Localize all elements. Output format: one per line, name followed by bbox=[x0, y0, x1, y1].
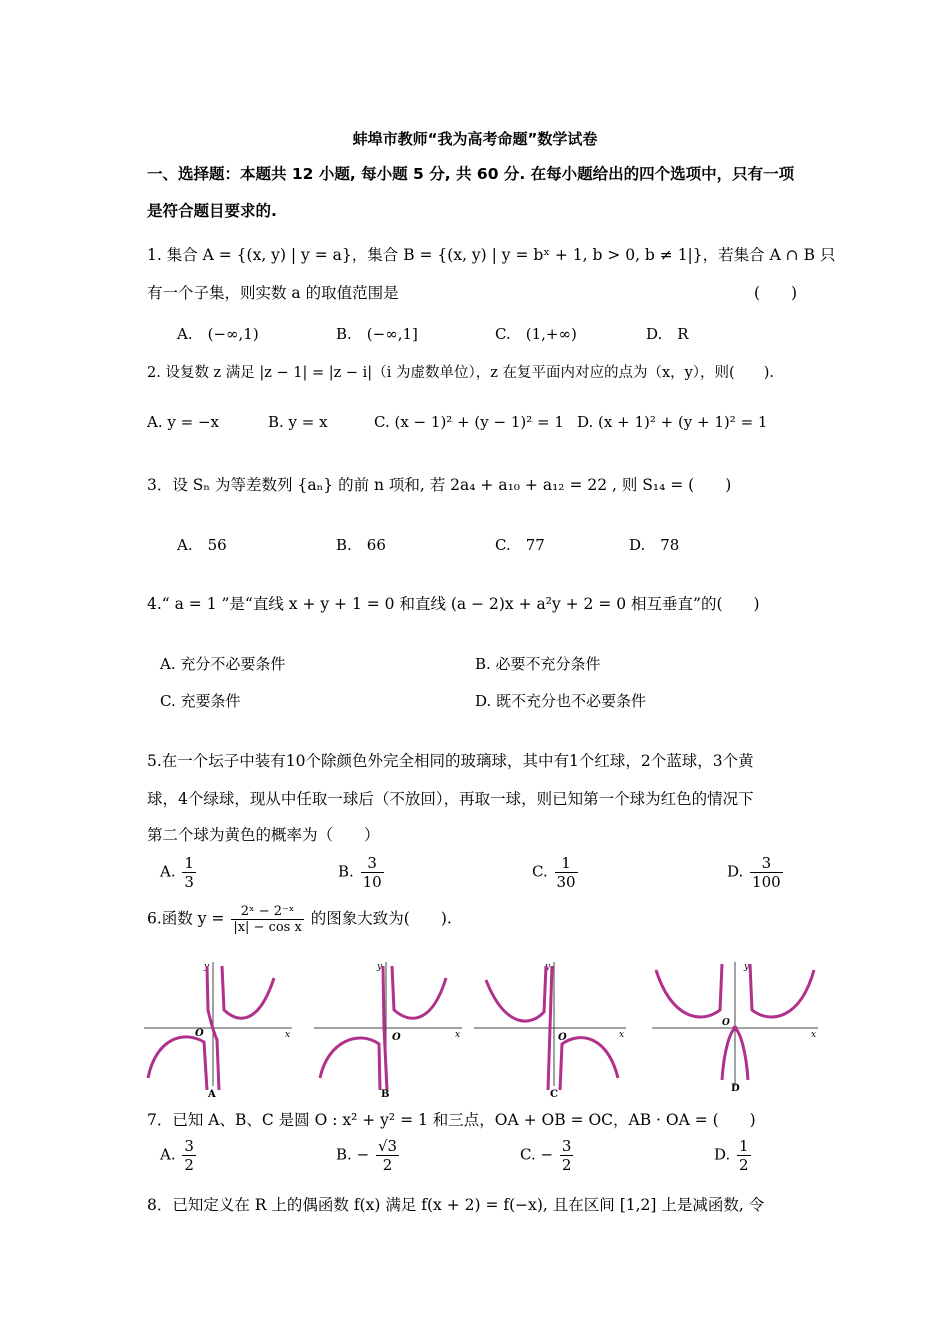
curve-right bbox=[222, 966, 274, 1018]
q5-stem-line1: 5.在一个坛子中装有10个除颜色外完全相同的玻璃球，其中有1个红球，2个蓝球，3个黄 bbox=[147, 752, 754, 770]
q6-stem bbox=[147, 904, 452, 935]
q5-option-b-numerator: 3 bbox=[367, 854, 377, 872]
q6-graph-c bbox=[474, 958, 634, 1098]
q7-option-a-denominator: 2 bbox=[184, 1156, 194, 1174]
q1-option-a: A. (−∞,1) bbox=[177, 325, 259, 343]
q7-option-b-denominator: 2 bbox=[376, 1155, 399, 1174]
q5-option-c-label: C. bbox=[532, 862, 548, 881]
q4-option-b: B. 必要不充分条件 bbox=[475, 655, 601, 673]
y-axis-label: y bbox=[377, 962, 383, 972]
origin-label: O bbox=[392, 1032, 401, 1043]
x-axis-label: x bbox=[811, 1030, 817, 1040]
q7-option-c-numerator: 3 bbox=[561, 1137, 572, 1155]
q5-option-c-fraction bbox=[555, 854, 578, 891]
q6-stem-suffix: 的图象大致为( ). bbox=[310, 909, 452, 928]
q4-stem: 4.“ a = 1 ”是“直线 x + y + 1 = 0 和直线 (a − 2)x + a²y + 2 = 0 相互垂直”的( ) bbox=[147, 595, 760, 613]
q5-option-c-denominator: 30 bbox=[556, 873, 576, 891]
q5-option-b bbox=[338, 854, 386, 891]
graph-label-b: B bbox=[381, 1089, 390, 1098]
origin-label: O bbox=[722, 1018, 730, 1028]
q5-option-a-denominator: 3 bbox=[184, 873, 194, 891]
curve-left bbox=[148, 1037, 207, 1090]
q7-option-b-sign: − bbox=[356, 1145, 370, 1164]
q7-option-c bbox=[520, 1137, 575, 1174]
q7-option-c-fraction bbox=[560, 1137, 574, 1174]
q2-stem: 2. 设复数 z 满足 |z − 1| = |z − i|（i 为虚数单位），z 在复平面内对应的点为（x，y），则( ). bbox=[147, 365, 774, 381]
q6-graph-d bbox=[652, 958, 824, 1098]
x-axis-label: x bbox=[619, 1030, 625, 1040]
q1-option-d: D. R bbox=[646, 325, 689, 343]
q5-option-a-numerator: 1 bbox=[184, 854, 194, 872]
q1-answer-paren: ( ) bbox=[754, 284, 798, 302]
q5-option-b-fraction bbox=[361, 854, 384, 891]
q5-option-d bbox=[727, 854, 785, 891]
q2-option-b: B. y = x bbox=[268, 413, 328, 431]
origin-point bbox=[733, 1026, 738, 1031]
curve-left bbox=[320, 1038, 380, 1090]
q7-option-b-label: B. bbox=[336, 1145, 352, 1164]
graph-label-d: D bbox=[731, 1083, 740, 1094]
q5-option-d-numerator: 3 bbox=[761, 854, 772, 872]
section-heading-line1: 一、选择题：本题共 12 小题, 每小题 5 分, 共 60 分. 在每小题给出的四个选项中，只有一项 bbox=[147, 165, 795, 183]
q5-option-d-label: D. bbox=[727, 862, 744, 881]
q5-option-b-label: B. bbox=[338, 862, 354, 881]
graph-label-a: A bbox=[208, 1089, 216, 1098]
q1-stem-line1: 1. 集合 A = {(x, y) | y = a}，集合 B = {(x, y) | y = bˣ + 1, b > 0, b ≠ 1|}，若集合 A ∩ B 只 bbox=[147, 246, 836, 264]
q7-option-d-label: D. bbox=[714, 1145, 731, 1164]
q2-option-a: A. y = −x bbox=[147, 413, 219, 431]
x-axis-label: x bbox=[455, 1030, 461, 1040]
q3-option-d: D. 78 bbox=[629, 536, 680, 554]
q7-option-b-fraction bbox=[376, 1137, 399, 1174]
q1-option-c: C. (1,+∞) bbox=[495, 325, 577, 343]
origin-label: O bbox=[195, 1028, 204, 1039]
q5-option-c-numerator: 1 bbox=[561, 854, 571, 872]
q6-function-denominator: |x| − cos x bbox=[233, 920, 302, 935]
q5-option-a-fraction bbox=[182, 854, 196, 891]
q4-option-a: A. 充分不必要条件 bbox=[160, 655, 286, 673]
curve-middle bbox=[548, 966, 552, 1090]
q7-option-c-denominator: 2 bbox=[561, 1156, 572, 1174]
q7-stem: 7．已知 A、B、C 是圆 O : x² + y² = 1 和三点，OA + OB = OC，AB · OA = ( ) bbox=[147, 1111, 756, 1129]
q6-function-fraction bbox=[231, 904, 304, 935]
q7-option-a-fraction bbox=[182, 1137, 196, 1174]
q5-stem-line2: 球，4个绿球，现从中任取一球后（不放回），再取一球，则已知第一个球为红色的情况下 bbox=[147, 790, 754, 808]
q6-function-numerator: 2ˣ − 2⁻ˣ bbox=[240, 904, 295, 919]
q5-stem-line3: 第二个球为黄色的概率为（ ） bbox=[147, 826, 380, 844]
q7-option-b-numerator: √3 bbox=[377, 1137, 398, 1155]
q2-option-c: C. (x − 1)² + (y − 1)² = 1 bbox=[374, 413, 564, 431]
curve-left bbox=[486, 966, 546, 1021]
q7-option-d-numerator: 1 bbox=[739, 1137, 749, 1155]
q3-option-c: C. 77 bbox=[495, 536, 545, 554]
x-axis-label: x bbox=[285, 1030, 291, 1040]
curve-right bbox=[392, 966, 446, 1018]
q4-option-c: C. 充要条件 bbox=[160, 692, 241, 710]
q5-option-d-denominator: 100 bbox=[752, 873, 781, 891]
curve-left bbox=[656, 964, 722, 1017]
origin-label: O bbox=[558, 1032, 567, 1043]
q7-option-b bbox=[336, 1137, 401, 1174]
q7-option-a bbox=[160, 1137, 198, 1174]
graph-label-c: C bbox=[550, 1089, 558, 1098]
q7-option-d bbox=[714, 1137, 753, 1174]
q1-stem-line2: 有一个子集，则实数 a 的取值范围是 bbox=[147, 284, 399, 302]
section-heading-line2: 是符合题目要求的. bbox=[147, 202, 277, 220]
curve-right bbox=[560, 1038, 618, 1090]
q7-option-a-label: A. bbox=[160, 1145, 176, 1164]
page-title: 蚌埠市教师“我为高考命题”数学试卷 bbox=[352, 130, 598, 148]
q5-option-b-denominator: 10 bbox=[362, 873, 382, 891]
q1-option-b: B. (−∞,1] bbox=[336, 325, 418, 343]
y-axis-label: y bbox=[744, 962, 750, 972]
y-axis-label: y bbox=[204, 962, 210, 972]
q6-stem-prefix: 6.函数 y = bbox=[147, 909, 225, 928]
q4-option-d: D. 既不充分也不必要条件 bbox=[475, 692, 647, 710]
q6-graph-b bbox=[314, 958, 469, 1098]
q5-option-c bbox=[532, 854, 580, 891]
q7-option-c-sign: − bbox=[540, 1145, 554, 1164]
q7-option-a-numerator: 3 bbox=[184, 1137, 194, 1155]
q3-option-b: B. 66 bbox=[336, 536, 386, 554]
q5-option-a bbox=[160, 854, 198, 891]
q2-option-d: D. (x + 1)² + (y + 1)² = 1 bbox=[577, 413, 768, 431]
q7-option-d-denominator: 2 bbox=[739, 1156, 749, 1174]
q3-option-a: A. 56 bbox=[177, 536, 227, 554]
curve-right bbox=[750, 964, 814, 1017]
y-axis-label: y bbox=[545, 962, 551, 972]
q3-stem: 3．设 Sₙ 为等差数列 {aₙ} 的前 n 项和, 若 2a₄ + a₁₀ + a₁₂ = 22 , 则 S₁₄ = ( ) bbox=[147, 476, 732, 494]
q5-option-a-label: A. bbox=[160, 862, 176, 881]
q8-stem: 8．已知定义在 R 上的偶函数 f(x) 满足 f(x + 2) = f(−x), 且在区间 [1,2] 上是减函数, 令 bbox=[147, 1196, 765, 1214]
q6-graph-a bbox=[144, 958, 306, 1098]
q7-option-c-label: C. bbox=[520, 1145, 536, 1164]
q5-option-d-fraction bbox=[750, 854, 783, 891]
q7-option-d-fraction bbox=[737, 1137, 751, 1174]
